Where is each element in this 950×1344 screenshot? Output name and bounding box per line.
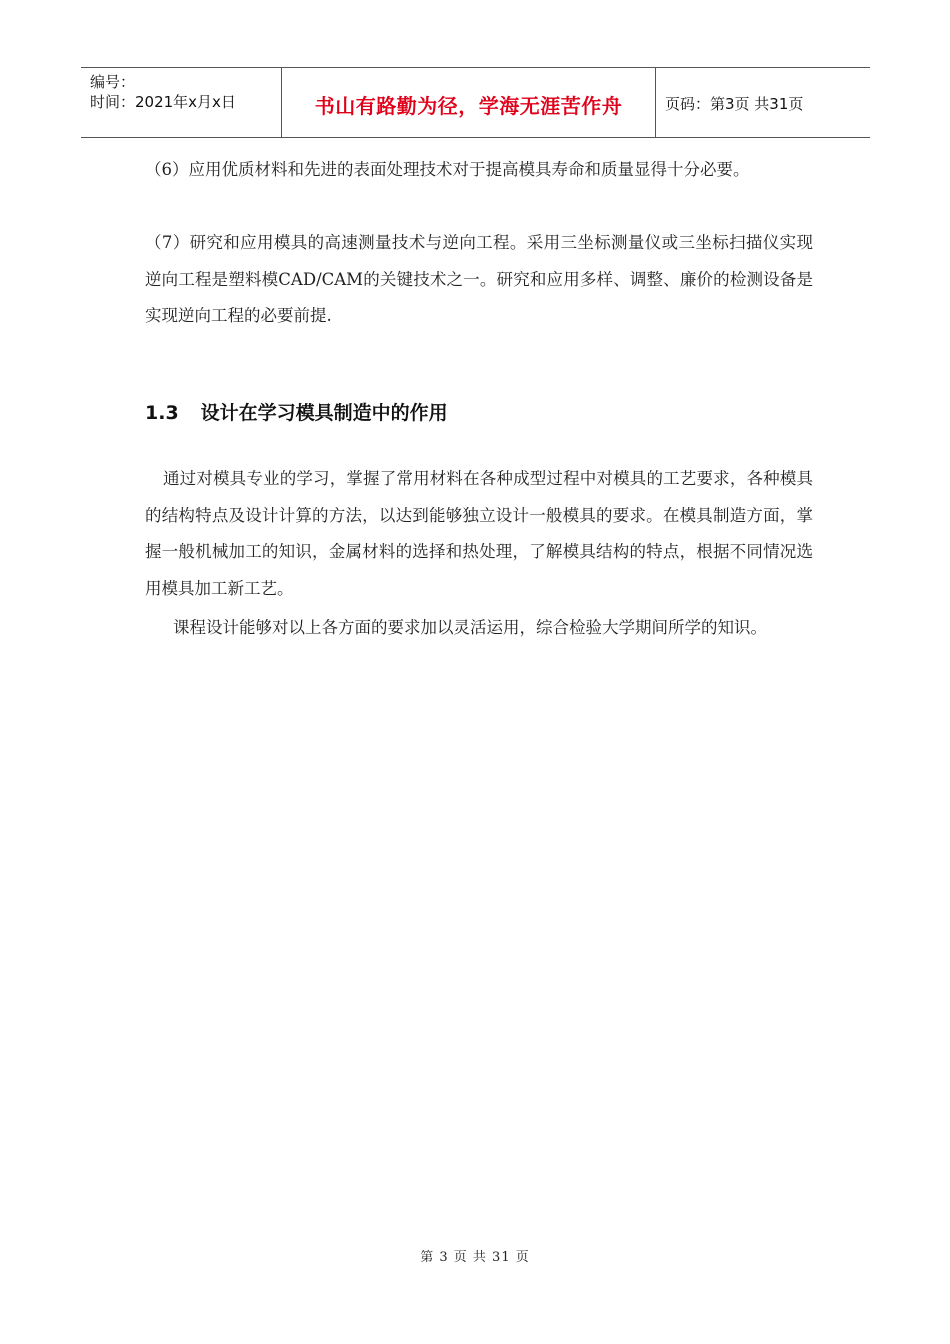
section-title: 设计在学习模具制造中的作用 xyxy=(200,402,448,424)
header-motto-cell xyxy=(281,68,656,137)
document-date: 时间：2021年x月x日 xyxy=(90,93,236,111)
page-footer: 第 3 页 共 31 页 xyxy=(420,1250,530,1265)
body-paragraph-1: 通过对模具专业的学习，掌握了常用材料在各种成型过程中对模具的工艺要求，各种模具的结构特点及设计计算的方法，以达到能够独立设计一般模具的要求。在模具制造方面，掌握一般机械加工的知识，金属材料的选择和热处理，了解模具结构的特点，根据不同情况选用模具加工新工艺。 xyxy=(145,469,813,598)
list-item-7: （7）研究和应用模具的高速测量技术与逆向工程。采用三坐标测量仪或三坐标扫描仪实现逆向工程是塑料模CAD/CAM的关键技术之一。研究和应用多样、调整、廉价的检测设备是实现逆向工程的必要前提. xyxy=(145,233,813,325)
header-page-info: 页码：第3页 共31页 xyxy=(665,95,804,113)
header-motto: 书山有路勤为径，学海无涯苦作舟 xyxy=(314,94,623,118)
section-number: 1.3 xyxy=(145,402,179,424)
section-heading xyxy=(145,398,448,425)
header-page-cell xyxy=(655,68,870,137)
document-number-label: 编号： xyxy=(90,73,136,91)
header-meta-cell xyxy=(81,68,281,137)
body-paragraph-2: 课程设计能够对以上各方面的要求加以灵活运用，综合检验大学期间所学的知识。 xyxy=(173,618,767,637)
header-table xyxy=(81,67,870,138)
list-item-6: （6）应用优质材料和先进的表面处理技术对于提高模具寿命和质量显得十分必要。 xyxy=(145,160,750,179)
